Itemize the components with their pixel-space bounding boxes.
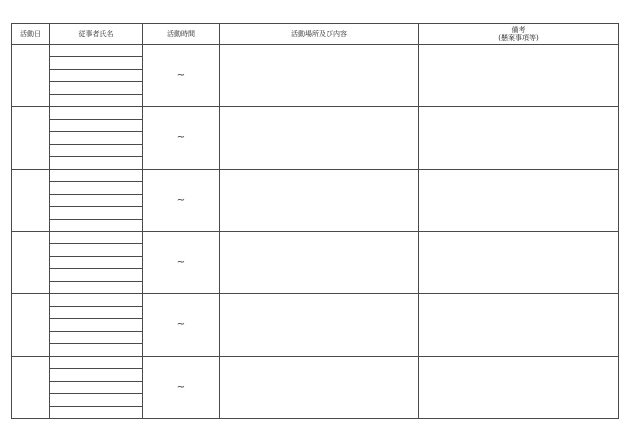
- header-activity-date: 活動日: [12, 24, 50, 45]
- header-worker-names: 従事者氏名: [50, 24, 143, 45]
- log-row: [12, 45, 619, 107]
- names-cell: [50, 231, 143, 293]
- time-cell[interactable]: ~: [143, 45, 220, 107]
- name-slot[interactable]: [50, 181, 142, 193]
- time-cell[interactable]: ~: [143, 294, 220, 356]
- header-place-and-content: 活動場所及び内容: [220, 24, 419, 45]
- notes-cell[interactable]: [419, 294, 619, 356]
- header-row: [12, 24, 619, 45]
- name-slot[interactable]: [50, 318, 142, 330]
- log-row: [12, 107, 619, 169]
- name-slot[interactable]: [50, 45, 142, 56]
- name-slot[interactable]: [50, 107, 142, 118]
- date-cell[interactable]: [12, 45, 50, 107]
- name-slot[interactable]: [50, 119, 142, 131]
- names-cell: [50, 169, 143, 231]
- name-slot[interactable]: [50, 331, 142, 343]
- place-content-cell[interactable]: [220, 294, 419, 356]
- notes-cell[interactable]: [419, 231, 619, 293]
- name-slot[interactable]: [50, 306, 142, 318]
- name-slot[interactable]: [50, 343, 142, 355]
- notes-cell[interactable]: [419, 169, 619, 231]
- names-cell: [50, 45, 143, 107]
- name-slot[interactable]: [50, 94, 142, 106]
- date-cell[interactable]: [12, 231, 50, 293]
- name-slot[interactable]: [50, 256, 142, 268]
- place-content-cell[interactable]: [220, 45, 419, 107]
- notes-cell[interactable]: [419, 356, 619, 418]
- name-slot[interactable]: [50, 268, 142, 280]
- time-cell[interactable]: ~: [143, 231, 220, 293]
- place-content-cell[interactable]: [220, 356, 419, 418]
- place-content-cell[interactable]: [220, 107, 419, 169]
- name-slot[interactable]: [50, 406, 142, 418]
- name-slot[interactable]: [50, 232, 142, 243]
- log-row: [12, 356, 619, 418]
- names-cell: [50, 294, 143, 356]
- header-activity-time: 活動時間: [143, 24, 220, 45]
- name-slot[interactable]: [50, 243, 142, 255]
- notes-cell[interactable]: [419, 45, 619, 107]
- name-slot[interactable]: [50, 393, 142, 405]
- name-slot[interactable]: [50, 81, 142, 93]
- header-notes-subtitle: (懸案事項等): [498, 34, 539, 42]
- log-row: [12, 294, 619, 356]
- time-cell[interactable]: ~: [143, 107, 220, 169]
- names-cell: [50, 107, 143, 169]
- name-slot[interactable]: [50, 368, 142, 380]
- date-cell[interactable]: [12, 107, 50, 169]
- time-cell[interactable]: ~: [143, 356, 220, 418]
- place-content-cell[interactable]: [220, 169, 419, 231]
- notes-cell[interactable]: [419, 107, 619, 169]
- place-content-cell[interactable]: [220, 231, 419, 293]
- name-slot[interactable]: [50, 219, 142, 231]
- log-row: [12, 169, 619, 231]
- name-slot[interactable]: [50, 156, 142, 168]
- name-slot[interactable]: [50, 357, 142, 368]
- names-cell: [50, 356, 143, 418]
- name-slot[interactable]: [50, 69, 142, 81]
- name-slot[interactable]: [50, 381, 142, 393]
- name-slot[interactable]: [50, 170, 142, 181]
- activity-log-sheet: [11, 23, 619, 419]
- name-slot[interactable]: [50, 131, 142, 143]
- activity-log-table: [11, 23, 619, 419]
- log-row: [12, 231, 619, 293]
- date-cell[interactable]: [12, 294, 50, 356]
- date-cell[interactable]: [12, 356, 50, 418]
- name-slot[interactable]: [50, 294, 142, 305]
- name-slot[interactable]: [50, 144, 142, 156]
- header-notes: [419, 24, 619, 45]
- date-cell[interactable]: [12, 169, 50, 231]
- time-cell[interactable]: ~: [143, 169, 220, 231]
- name-slot[interactable]: [50, 281, 142, 293]
- header-notes-title: 備考: [511, 26, 526, 34]
- name-slot[interactable]: [50, 194, 142, 206]
- name-slot[interactable]: [50, 56, 142, 68]
- name-slot[interactable]: [50, 206, 142, 218]
